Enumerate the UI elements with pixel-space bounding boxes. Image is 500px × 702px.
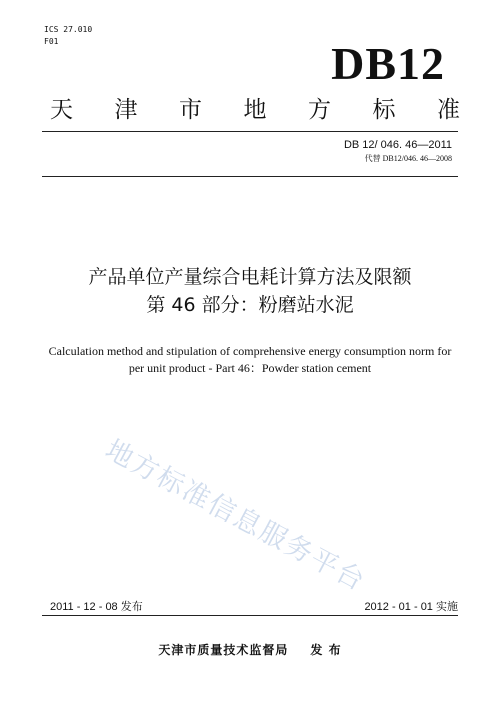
english-title-line-1: Calculation method and stipulation of comprehensive energy consumption norm for: [48, 344, 452, 358]
ics-code-block: [44, 24, 92, 48]
org-title-char: 标: [372, 97, 396, 123]
middle-divider: [42, 176, 458, 177]
org-title-char: 地: [243, 97, 267, 123]
classification-code: F01: [44, 37, 59, 46]
org-title: [50, 96, 460, 124]
org-title-char: 方: [308, 97, 331, 123]
org-title-char: 津: [114, 97, 138, 123]
issuer-name: 天津市质量技术监督局: [158, 643, 289, 657]
db12-logo: DB12: [331, 38, 445, 89]
replaces-standard: 代替 DB12/046. 46—2008: [364, 154, 452, 163]
top-divider: [42, 131, 458, 132]
bottom-divider: [42, 615, 458, 616]
english-title-line-2: per unit product - Part 46：Powder station cement: [128, 361, 372, 375]
chinese-title-line-2: 第 46 部分：粉磨站水泥: [146, 294, 354, 316]
org-title-char: 市: [179, 97, 202, 123]
standard-number: DB 12/ 046. 46—2011: [343, 139, 452, 151]
issue-date: 2011 - 12 - 08 发布: [50, 601, 143, 613]
chinese-title-line-1: 产品单位产量综合电耗计算方法及限额: [88, 266, 412, 288]
org-title-char: 天: [50, 97, 73, 123]
issuer-action: 发 布: [310, 643, 342, 657]
watermark: 地方标准信息服务平台: [100, 434, 371, 598]
org-title-char: 准: [437, 97, 460, 123]
issuer: [0, 642, 500, 658]
implementation-date: 2012 - 01 - 01 实施: [364, 601, 458, 613]
ics-code: ICS 27.010: [44, 25, 93, 34]
